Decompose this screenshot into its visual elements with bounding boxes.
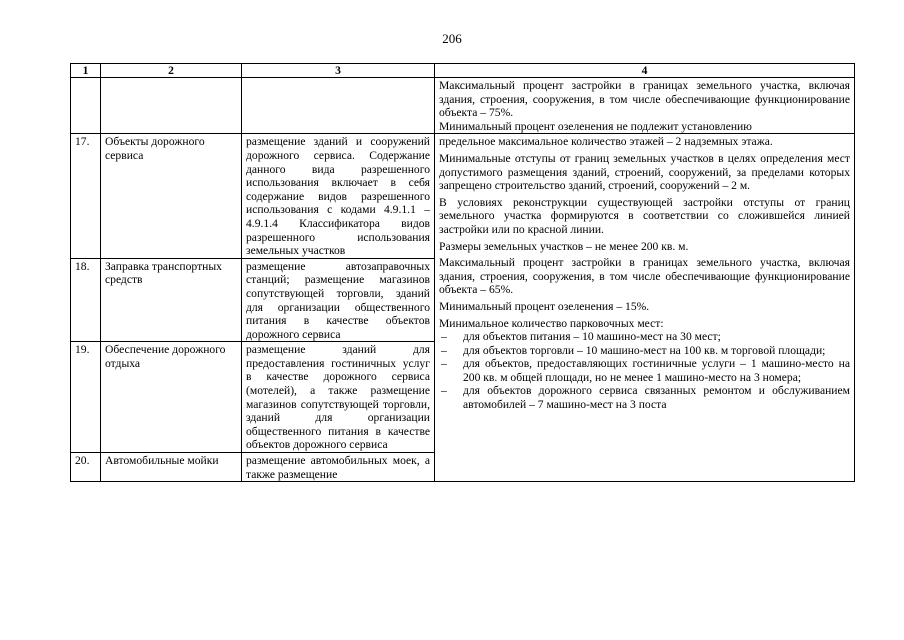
param-text: предельное максимальное количество этажей – 2 надземных этажа. [439,135,773,149]
row-number: 17. [71,134,101,258]
param-text: Минимальное количество парковочных мест: [439,316,664,330]
param-text: Размеры земельных участков – не менее 200 кв. м. [439,239,689,253]
column-header: 2 [101,64,242,78]
row-number: 18. [71,258,101,342]
use-name: Автомобильные мойки [101,453,242,482]
row-number: 20. [71,453,101,482]
use-name: Обеспечение дорожного отдыха [101,342,242,453]
use-name: Объекты дорожного сервиса [101,134,242,258]
row-number: 19. [71,342,101,453]
column-header: 4 [435,64,855,78]
use-description: размещение автомобильных моек, а также размещение [242,453,435,482]
use-description: размещение зданий и сооружений дорожного сервиса. Содержание данного вида разрешенного использования включает в себя содержание видов разрешенного использования с кодами 4.9.1.1 – 4.9.1.4 Классификатора видов разрешенного использования земельных участков [242,134,435,258]
param-text: Минимальные отступы от границ земельных участков в целях определения мест допустимого размещения зданий, строений, сооружений, за пределами которых запрещено строительство зданий, строений, сооружений – 2 м. [439,151,850,193]
list-item: – для объектов дорожного сервиса связанных ремонтом и обслуживанием автомобилей – 7 машино-мест на 3 поста [439,384,850,411]
params-cell [435,134,855,482]
use-description: размещение зданий для предоставления гостиничных услуг в качестве дорожного сервиса (мотелей), а также размещение магазинов сопутствующей торговли, зданий для организации общественного питания в качестве объектов дорожного сервиса [242,342,435,453]
page-number: 206 [442,31,462,46]
column-header: 3 [242,64,435,78]
param-text: Максимальный процент застройки в границах земельного участка, включая здания, строения, сооружения, в том числе обеспечивающие функционирование объекта – 75%. [439,79,850,120]
parking-list [439,330,850,412]
use-description: размещение автозаправочных станций; размещение магазинов сопутствующей торговли, зданий для организации общественного питания в качестве объектов дорожного сервиса [242,258,435,342]
param-text: Минимальный процент озеленения не подлежит установлению [439,119,752,133]
params-continued-cell [435,78,855,134]
table-row [71,134,855,258]
use-name: Заправка транспортных средств [101,258,242,342]
list-item: – для объектов, предоставляющих гостиничные услуги – 1 машино-место на 200 кв. м общей площади, но не менее 1 машино-место на 3 номера; [439,357,850,384]
table-row-continued [71,78,855,134]
table-header-row [71,64,855,78]
list-item: – для объектов торговли – 10 машино-мест на 100 кв. м торговой площади; [439,344,850,358]
param-text: Минимальный процент озеленения – 15%. [439,299,650,313]
param-text: Максимальный процент застройки в границах земельного участка, включая здания, строения, сооружения, в том числе обеспечивающие функционирование объекта – 65%. [439,256,850,297]
list-item: – для объектов питания – 10 машино-мест на 30 мест; [439,330,850,344]
param-text: В условиях реконструкции существующей застройки отступы от границ земельного участка формируются в соответствии со сложившейся линией застройки или по красной линии. [439,195,850,236]
land-use-table [70,63,855,482]
column-header: 1 [71,64,101,78]
